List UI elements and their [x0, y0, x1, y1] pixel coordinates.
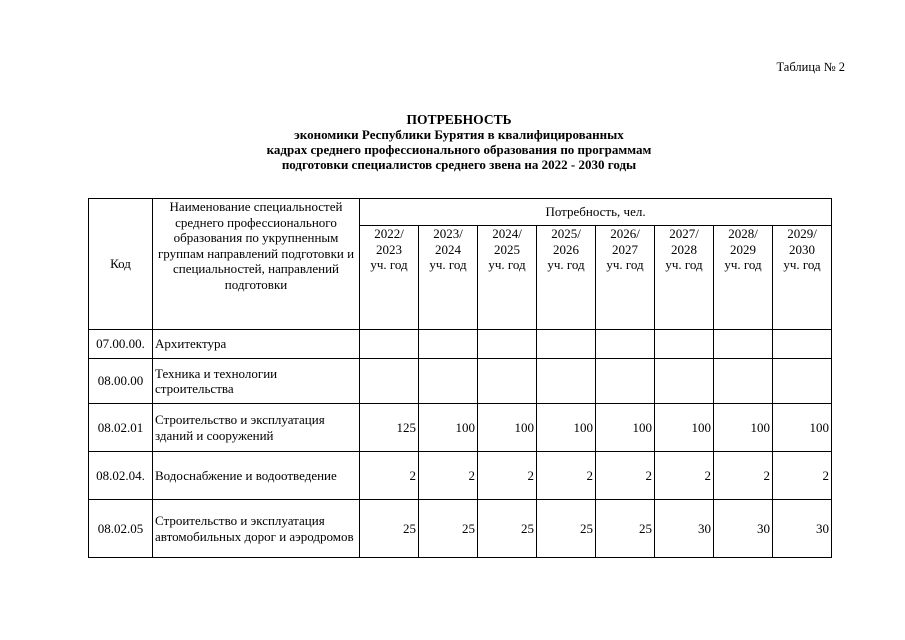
year-header	[478, 226, 537, 330]
year-header-line3: уч. год	[783, 257, 821, 272]
year-header	[714, 226, 773, 330]
row-code: 08.02.05	[89, 500, 153, 558]
table-row	[89, 404, 832, 452]
row-code: 08.02.01	[89, 404, 153, 452]
year-header	[360, 226, 419, 330]
year-header-line2: 2025	[494, 241, 520, 257]
table-row	[89, 359, 832, 404]
row-value	[773, 330, 832, 359]
row-name: Строительство и эксплуатация зданий и сооружений	[153, 404, 360, 452]
row-name: Архитектура	[153, 330, 360, 359]
year-header-line1: 2025/	[551, 226, 581, 241]
row-value	[773, 359, 832, 404]
year-header-line1: 2026/	[610, 226, 640, 241]
year-header-line3: уч. год	[370, 257, 408, 272]
row-value: 25	[537, 500, 596, 558]
code-header: Код	[89, 199, 153, 330]
row-value: 2	[537, 452, 596, 500]
row-value: 25	[596, 500, 655, 558]
row-value	[714, 330, 773, 359]
row-value: 100	[596, 404, 655, 452]
year-header-line1: 2023/	[433, 226, 463, 241]
table-number: Таблица № 2	[776, 60, 845, 74]
need-header: Потребность, чел.	[360, 199, 832, 226]
row-value: 100	[537, 404, 596, 452]
row-code: 08.00.00	[89, 359, 153, 404]
document-title	[88, 112, 830, 172]
year-header	[773, 226, 832, 330]
name-header: Наименование специальностей среднего профессионального образования по укрупненным группам направлений подготовки и специальностей, направлений подготовки	[153, 199, 360, 330]
title-line-1: ПОТРЕБНОСТЬ	[406, 112, 512, 127]
row-value	[478, 359, 537, 404]
row-value: 2	[478, 452, 537, 500]
table-row	[89, 452, 832, 500]
row-value: 25	[478, 500, 537, 558]
row-name: Строительство и эксплуатация автомобильных дорог и аэродромов	[153, 500, 360, 558]
demand-table	[88, 198, 832, 558]
year-header	[655, 226, 714, 330]
row-value: 2	[714, 452, 773, 500]
row-name: Техника и технологии строительства	[153, 359, 360, 404]
year-header-line3: уч. год	[606, 257, 644, 272]
row-value: 100	[478, 404, 537, 452]
year-header-line1: 2022/	[374, 226, 404, 241]
row-value	[537, 359, 596, 404]
row-value	[596, 359, 655, 404]
year-header-line1: 2027/	[669, 226, 699, 241]
row-value	[360, 330, 419, 359]
row-value: 100	[714, 404, 773, 452]
row-value	[655, 359, 714, 404]
table-row	[89, 330, 832, 359]
row-value: 2	[419, 452, 478, 500]
row-value	[537, 330, 596, 359]
year-header-line2: 2029	[730, 241, 756, 257]
year-header-line3: уч. год	[665, 257, 703, 272]
row-value	[596, 330, 655, 359]
year-header	[537, 226, 596, 330]
row-value	[478, 330, 537, 359]
title-line-2: экономики Республики Бурятия в квалифицированных	[294, 127, 624, 142]
year-header-line1: 2029/	[787, 226, 817, 241]
table-row	[89, 500, 832, 558]
row-value: 100	[655, 404, 714, 452]
year-header	[419, 226, 478, 330]
year-header-line1: 2028/	[728, 226, 758, 241]
year-header-line2: 2023	[376, 241, 402, 257]
row-value	[360, 359, 419, 404]
year-header-line3: уч. год	[488, 257, 526, 272]
row-value: 30	[773, 500, 832, 558]
row-code: 07.00.00.	[89, 330, 153, 359]
year-header-line2: 2028	[671, 241, 697, 257]
row-value: 2	[773, 452, 832, 500]
row-value: 25	[360, 500, 419, 558]
year-header-line2: 2026	[553, 241, 579, 257]
row-value: 30	[655, 500, 714, 558]
year-header-line2: 2030	[789, 241, 816, 257]
row-value: 2	[360, 452, 419, 500]
row-value	[655, 330, 714, 359]
row-value	[419, 330, 478, 359]
row-name: Водоснабжение и водоотведение	[153, 452, 360, 500]
year-header-line3: уч. год	[724, 257, 762, 272]
year-header-line3: уч. год	[547, 257, 585, 272]
row-value: 30	[714, 500, 773, 558]
year-header-line2: 2027	[612, 241, 638, 257]
year-header-line1: 2024/	[492, 226, 522, 241]
year-header	[596, 226, 655, 330]
row-value: 25	[419, 500, 478, 558]
row-value: 2	[655, 452, 714, 500]
row-value: 100	[773, 404, 832, 452]
row-value: 100	[419, 404, 478, 452]
row-code: 08.02.04.	[89, 452, 153, 500]
row-value: 2	[596, 452, 655, 500]
row-value	[419, 359, 478, 404]
year-header-line2: 2024	[435, 241, 461, 257]
title-line-3: кадрах среднего профессионального образования по программам	[266, 142, 652, 157]
row-value: 125	[360, 404, 419, 452]
title-line-4: подготовки специалистов среднего звена на 2022 - 2030 годы	[281, 157, 637, 172]
row-value	[714, 359, 773, 404]
year-header-line3: уч. год	[429, 257, 467, 272]
